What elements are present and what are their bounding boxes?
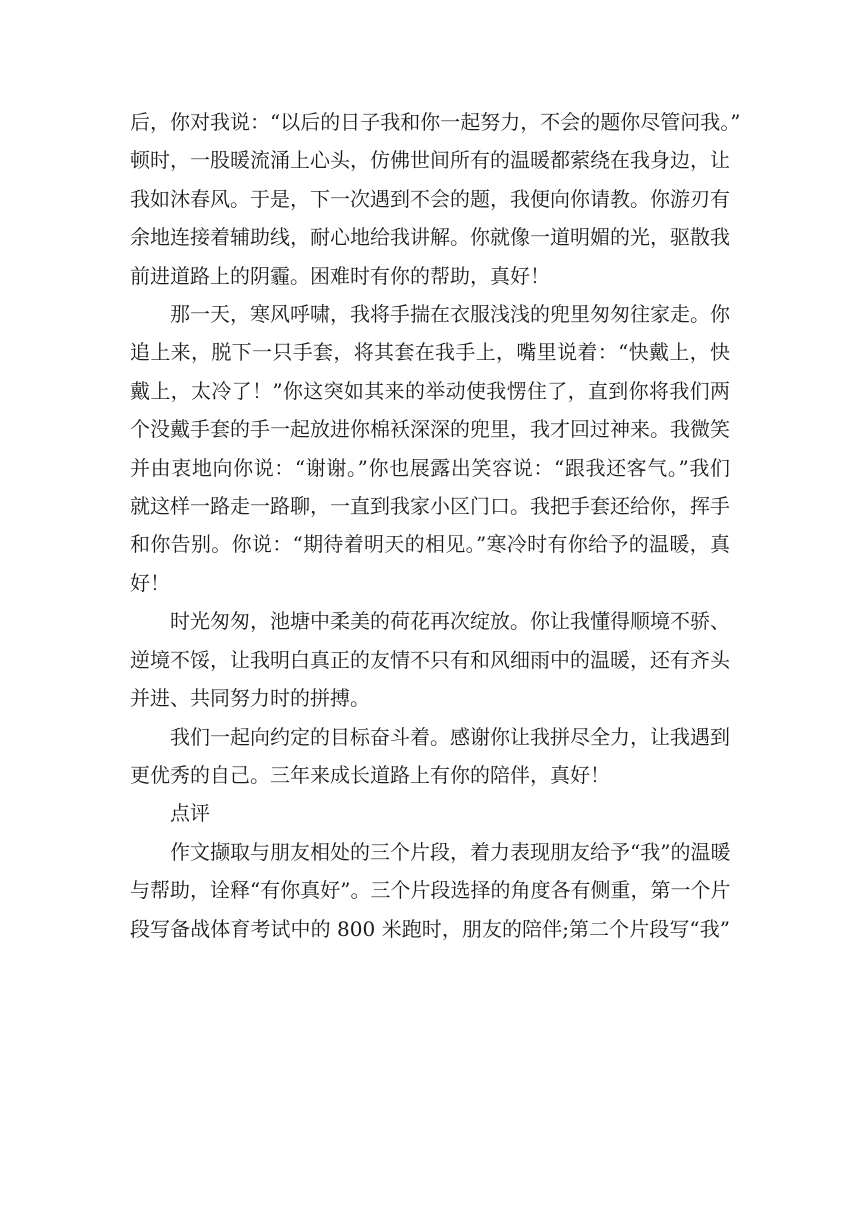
- section-heading: 点评: [170, 801, 210, 826]
- text-line: 与帮助，诠释“有你真好”。三个片段选择的角度各有侧重，第一个片: [130, 878, 731, 903]
- text-line: 余地连接着辅助线，耐心地给我讲解。你就像一道明媚的光，驱散我: [130, 225, 730, 250]
- text-line: 追上来，脱下一只手套，将其套在我手上，嘴里说着：“快戴上，快: [130, 340, 730, 365]
- text-line: 和你告别。你说：“期待着明天的相见。”寒冷时有你给予的温暖，真: [130, 532, 730, 557]
- text-line: 作文撷取与朋友相处的三个片段，着力表现朋友给予“我”的温暖: [170, 839, 731, 864]
- text-line: 就这样一路走一路聊，一直到我家小区门口。我把手套还给你，挥手: [130, 494, 730, 519]
- text-line: 戴上，太冷了！”你这突如其来的举动使我愣住了，直到你将我们两: [130, 378, 730, 403]
- text-line: 更优秀的自己。三年来成长道路上有你的陪伴，真好！: [130, 762, 610, 787]
- paragraph-2: [130, 295, 730, 602]
- text-line: 并由衷地向你说：“谢谢。”你也展露出笑容说：“跟我还客气。”我们: [130, 455, 730, 480]
- text-line: 我们一起向约定的目标奋斗着。感谢你让我拼尽全力，让我遇到: [170, 724, 730, 749]
- text-line: 我如沐春风。于是，下一次遇到不会的题，我便向你请教。你游刃有: [130, 186, 730, 211]
- text-line: 后，你对我说：“以后的日子我和你一起努力，不会的题你尽管问我。”: [130, 110, 741, 134]
- essay-body: [130, 103, 741, 948]
- comment-paragraph: [130, 833, 730, 948]
- text-line: 那一天，寒风呼啸，我将手揣在衣服浅浅的兜里匆匆往家走。你: [170, 302, 730, 327]
- paragraph-3: [130, 602, 730, 717]
- text-line: 段写备战体育考试中的 800 米跑时，朋友的陪伴;第二个片段写“我”: [130, 916, 730, 941]
- comment-heading: [130, 794, 730, 832]
- text-line: 逆境不馁，让我明白真正的友情不只有和风细雨中的温暖，还有齐头: [130, 647, 730, 672]
- paragraph-1: [130, 103, 741, 295]
- paragraph-4: [130, 718, 730, 795]
- text-line: 并进、共同努力时的拼搏。: [130, 686, 370, 711]
- text-line: 个没戴手套的手一起放进你棉袄深深的兜里，我才回过神来。我微笑: [130, 417, 730, 442]
- text-line: 前进道路上的阴霾。困难时有你的帮助，真好！: [130, 263, 550, 288]
- text-line: 时光匆匆，池塘中柔美的荷花再次绽放。你让我懂得顺境不骄、: [170, 609, 730, 634]
- text-line: 好！: [130, 570, 170, 595]
- text-line: 顿时，一股暖流涌上心头，仿佛世间所有的温暖都萦绕在我身边，让: [130, 148, 730, 173]
